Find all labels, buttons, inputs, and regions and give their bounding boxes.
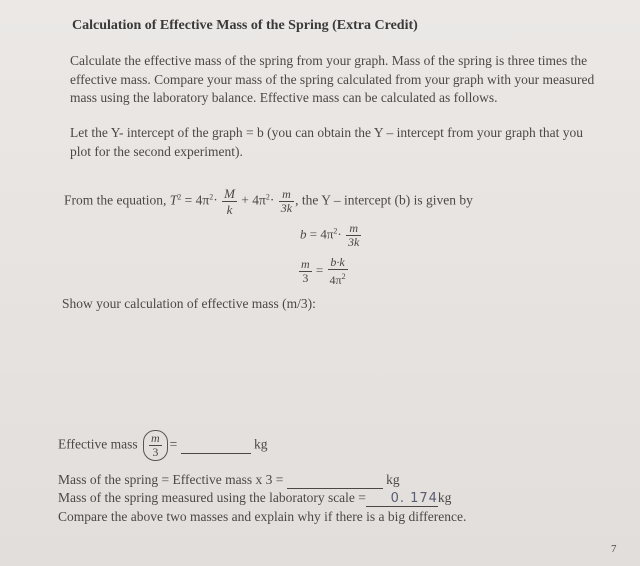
m-fraction-numerator: m <box>301 257 310 271</box>
spring-mass-calc-label: Mass of the spring = Effective mass x 3 = <box>58 472 284 487</box>
fraction-numerator: M <box>224 186 235 201</box>
equation-plus: + <box>241 192 249 208</box>
show-work-prompt: Show your calculation of effective mass (m/3): <box>62 296 316 311</box>
spring-mass-calc-unit: kg <box>386 472 400 487</box>
fraction-m-over-3k <box>279 188 294 215</box>
fraction-denominator: 3k <box>280 201 293 215</box>
handwritten-measured-value: 0. 174 <box>390 491 438 506</box>
equation-four-pi: 4π <box>195 192 210 208</box>
yintercept-line: Let the Y- intercept of the graph = b (you can obtain the Y – intercept from your graph that you <box>70 125 583 140</box>
effective-mass-equals: = <box>169 436 178 452</box>
compare-prompt: Compare the above two masses and explain why if there is a big difference. <box>58 509 467 524</box>
b-symbol: b <box>300 226 307 242</box>
m-fraction-right <box>328 256 348 287</box>
spring-mass-measured-line <box>58 490 451 507</box>
effective-mass-denominator: 3 <box>152 445 159 459</box>
equation-lead: From the equation, <box>64 192 167 208</box>
equation-dot: · <box>269 192 275 208</box>
m-equals: = <box>315 262 324 278</box>
spring-mass-calc-line <box>58 472 400 489</box>
intro-paragraph <box>70 52 594 108</box>
m-fraction-right-denominator <box>328 270 348 287</box>
fraction-numerator: m <box>279 188 294 202</box>
b-fraction-denominator: 3k <box>348 235 360 249</box>
spring-mass-measured-label: Mass of the spring measured using the laboratory scale = <box>58 490 366 505</box>
m-fraction-left <box>299 258 312 285</box>
m-four-pi: 4π <box>329 273 342 287</box>
effective-mass-numerator: m <box>150 431 160 445</box>
m-exponent: 2 <box>341 272 346 281</box>
spring-mass-measured-blank[interactable] <box>366 490 438 507</box>
m-fraction-denominator: 3 <box>302 271 309 285</box>
intro-line: effective mass. Compare your mass of the spring calculated from your graph with your measured <box>70 71 595 87</box>
effective-mass-unit: kg <box>254 436 268 452</box>
fraction-denominator: k <box>226 202 233 217</box>
b-fraction-numerator: m <box>346 222 361 236</box>
period-equation <box>64 186 473 217</box>
yintercept-line: plot for the second experiment). <box>70 143 243 159</box>
intro-line: Calculate the effective mass of the spring from your graph. Mass of the spring is three times the <box>70 53 588 68</box>
equation-dot: · <box>213 192 218 208</box>
page-title: Calculation of Effective Mass of the Spring (Extra Credit) <box>72 18 418 33</box>
b-equals: = <box>309 226 318 242</box>
effective-mass-label: Effective mass <box>58 436 138 452</box>
equation-exponent: 2 <box>209 192 214 202</box>
yintercept-paragraph <box>70 124 583 161</box>
effective-mass-fraction <box>149 432 162 459</box>
equation-exponent: 2 <box>265 192 270 202</box>
fraction-M-over-k <box>222 186 237 217</box>
b-exponent: 2 <box>333 226 338 236</box>
spring-mass-calc-blank[interactable] <box>287 472 383 489</box>
b-dot: · <box>337 226 342 242</box>
b-equation <box>300 222 362 249</box>
equation-equals: = <box>184 192 193 208</box>
effective-mass-blank[interactable] <box>181 437 251 454</box>
effective-mass-line <box>58 430 268 461</box>
equation-four-pi: 4π <box>252 192 266 208</box>
intro-line: mass using the laboratory balance. Effective mass can be calculated as follows. <box>70 90 498 105</box>
m-fraction-right-numerator: b·k <box>328 256 348 270</box>
effective-mass-parenthesis <box>143 430 168 461</box>
b-four-pi: 4π <box>320 226 334 242</box>
equation-exponent: 2 <box>177 192 182 202</box>
b-fraction <box>346 222 361 249</box>
equation-comma: , <box>295 192 299 208</box>
equation-tail: the Y – intercept (b) is given by <box>301 192 473 208</box>
m-equation <box>298 256 349 287</box>
page-number: 7 <box>611 543 617 555</box>
spring-mass-measured-unit: kg <box>437 490 452 505</box>
equation-T: T <box>169 192 178 208</box>
